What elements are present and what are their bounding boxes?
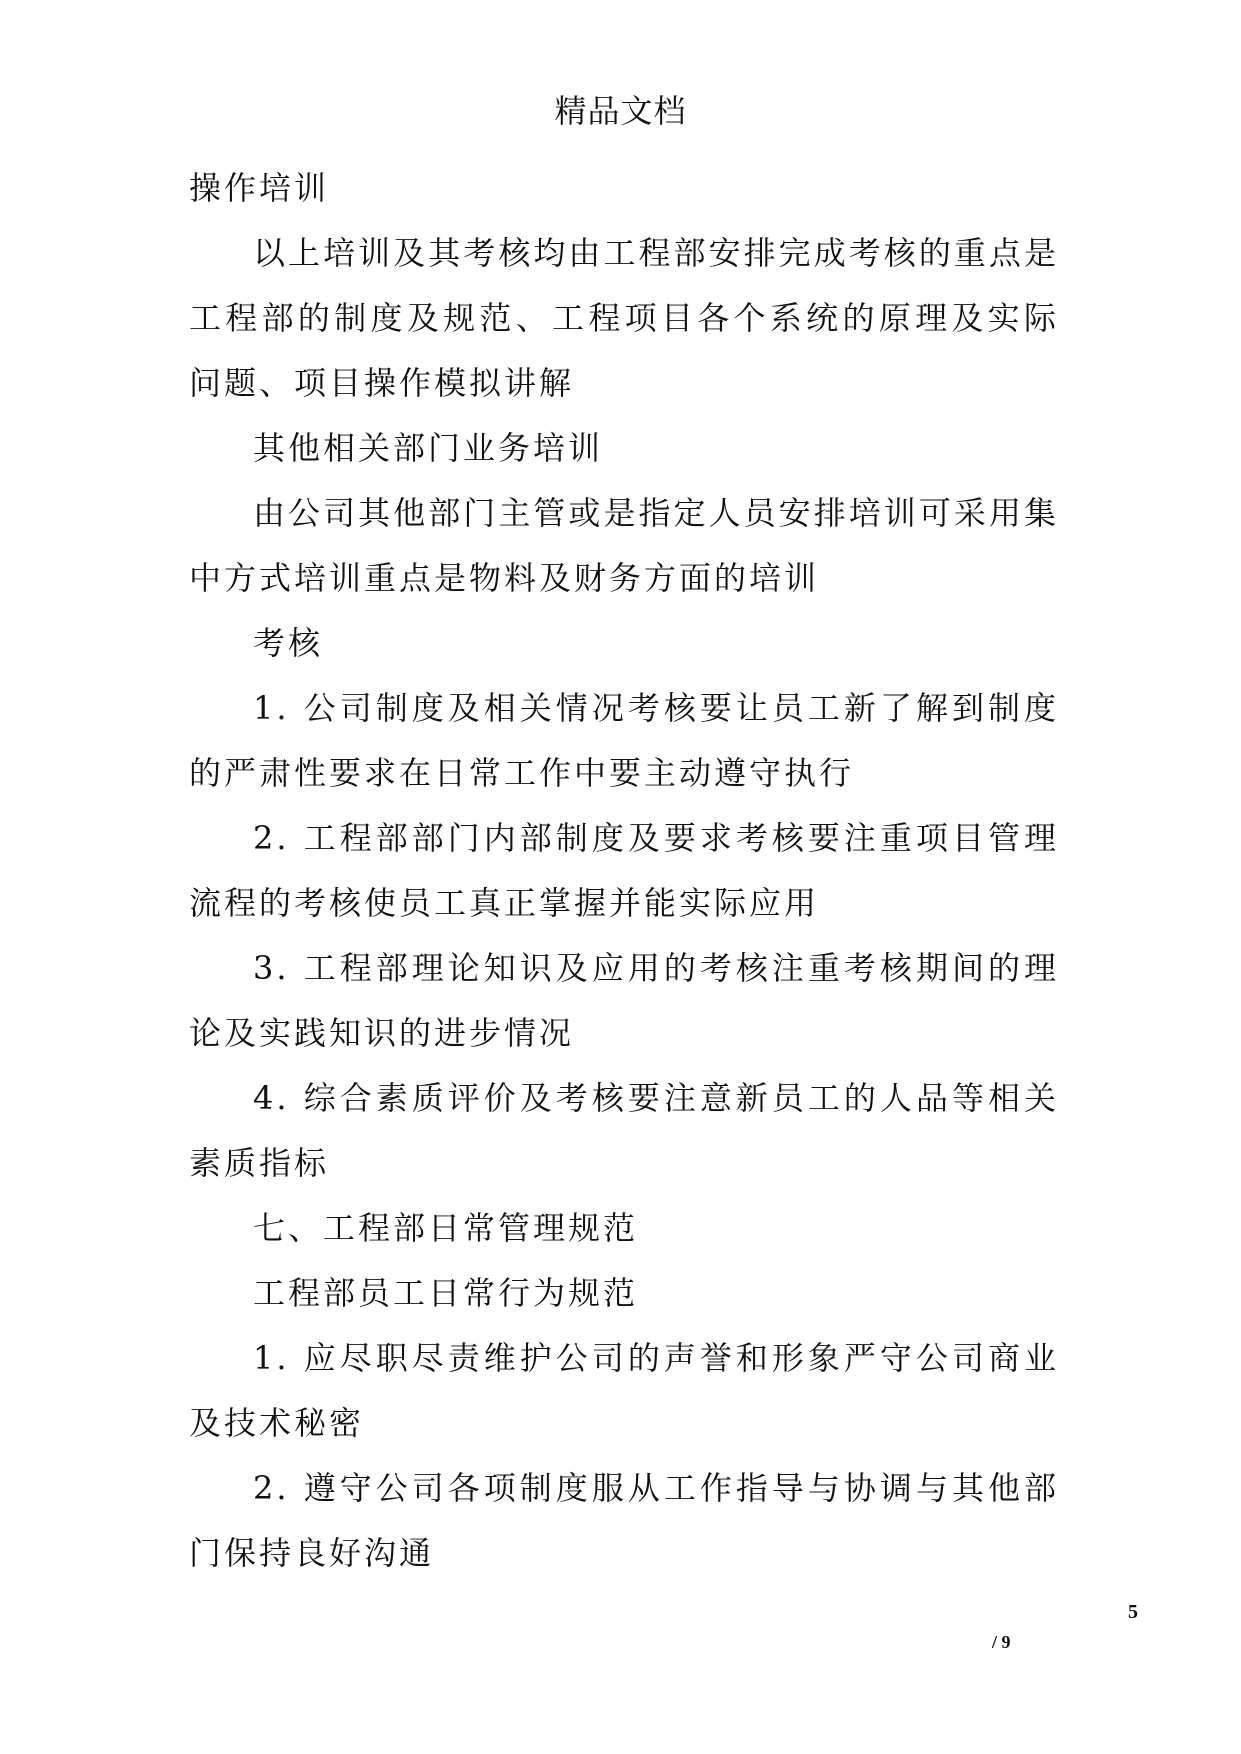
document-body xyxy=(189,156,1059,1586)
page-total: / 9 xyxy=(992,1632,1011,1652)
list-item: 4. 综合素质评价及考核要注意新员工的人品等相关素质指标 xyxy=(189,1079,1059,1182)
list-item: 3. 工程部理论知识及应用的考核注重考核期间的理论及实践知识的进步情况 xyxy=(189,949,1059,1052)
list-item: 1. 应尽职尽责维护公司的声誉和形象严守公司商业及技术秘密 xyxy=(189,1339,1059,1442)
page-header-title: 精品文档 xyxy=(554,92,687,130)
section-heading: 考核 xyxy=(253,624,324,662)
section-heading: 其他相关部门业务培训 xyxy=(253,429,604,467)
list-item: 2. 遵守公司各项制度服从工作指导与协调与其他部门保持良好沟通 xyxy=(189,1469,1059,1572)
list-item: 1. 公司制度及相关情况考核要让员工新了解到制度的严肃性要求在日常工作中要主动遵守执行 xyxy=(189,689,1059,792)
section-heading: 七、工程部日常管理规范 xyxy=(253,1209,639,1247)
paragraph: 以上培训及其考核均由工程部安排完成考核的重点是工程部的制度及规范、工程项目各个系统的原理及实际问题、项目操作模拟讲解 xyxy=(189,234,1059,402)
paragraph: 由公司其他部门主管或是指定人员安排培训可采用集中方式培训重点是物料及财务方面的培训 xyxy=(189,494,1059,597)
paragraph: 操作培训 xyxy=(189,169,330,207)
section-heading: 工程部员工日常行为规范 xyxy=(253,1274,639,1312)
list-item: 2. 工程部部门内部制度及要求考核要注重项目管理流程的考核使员工真正掌握并能实际应用 xyxy=(189,819,1059,922)
page-number: 5 xyxy=(1128,1601,1138,1623)
